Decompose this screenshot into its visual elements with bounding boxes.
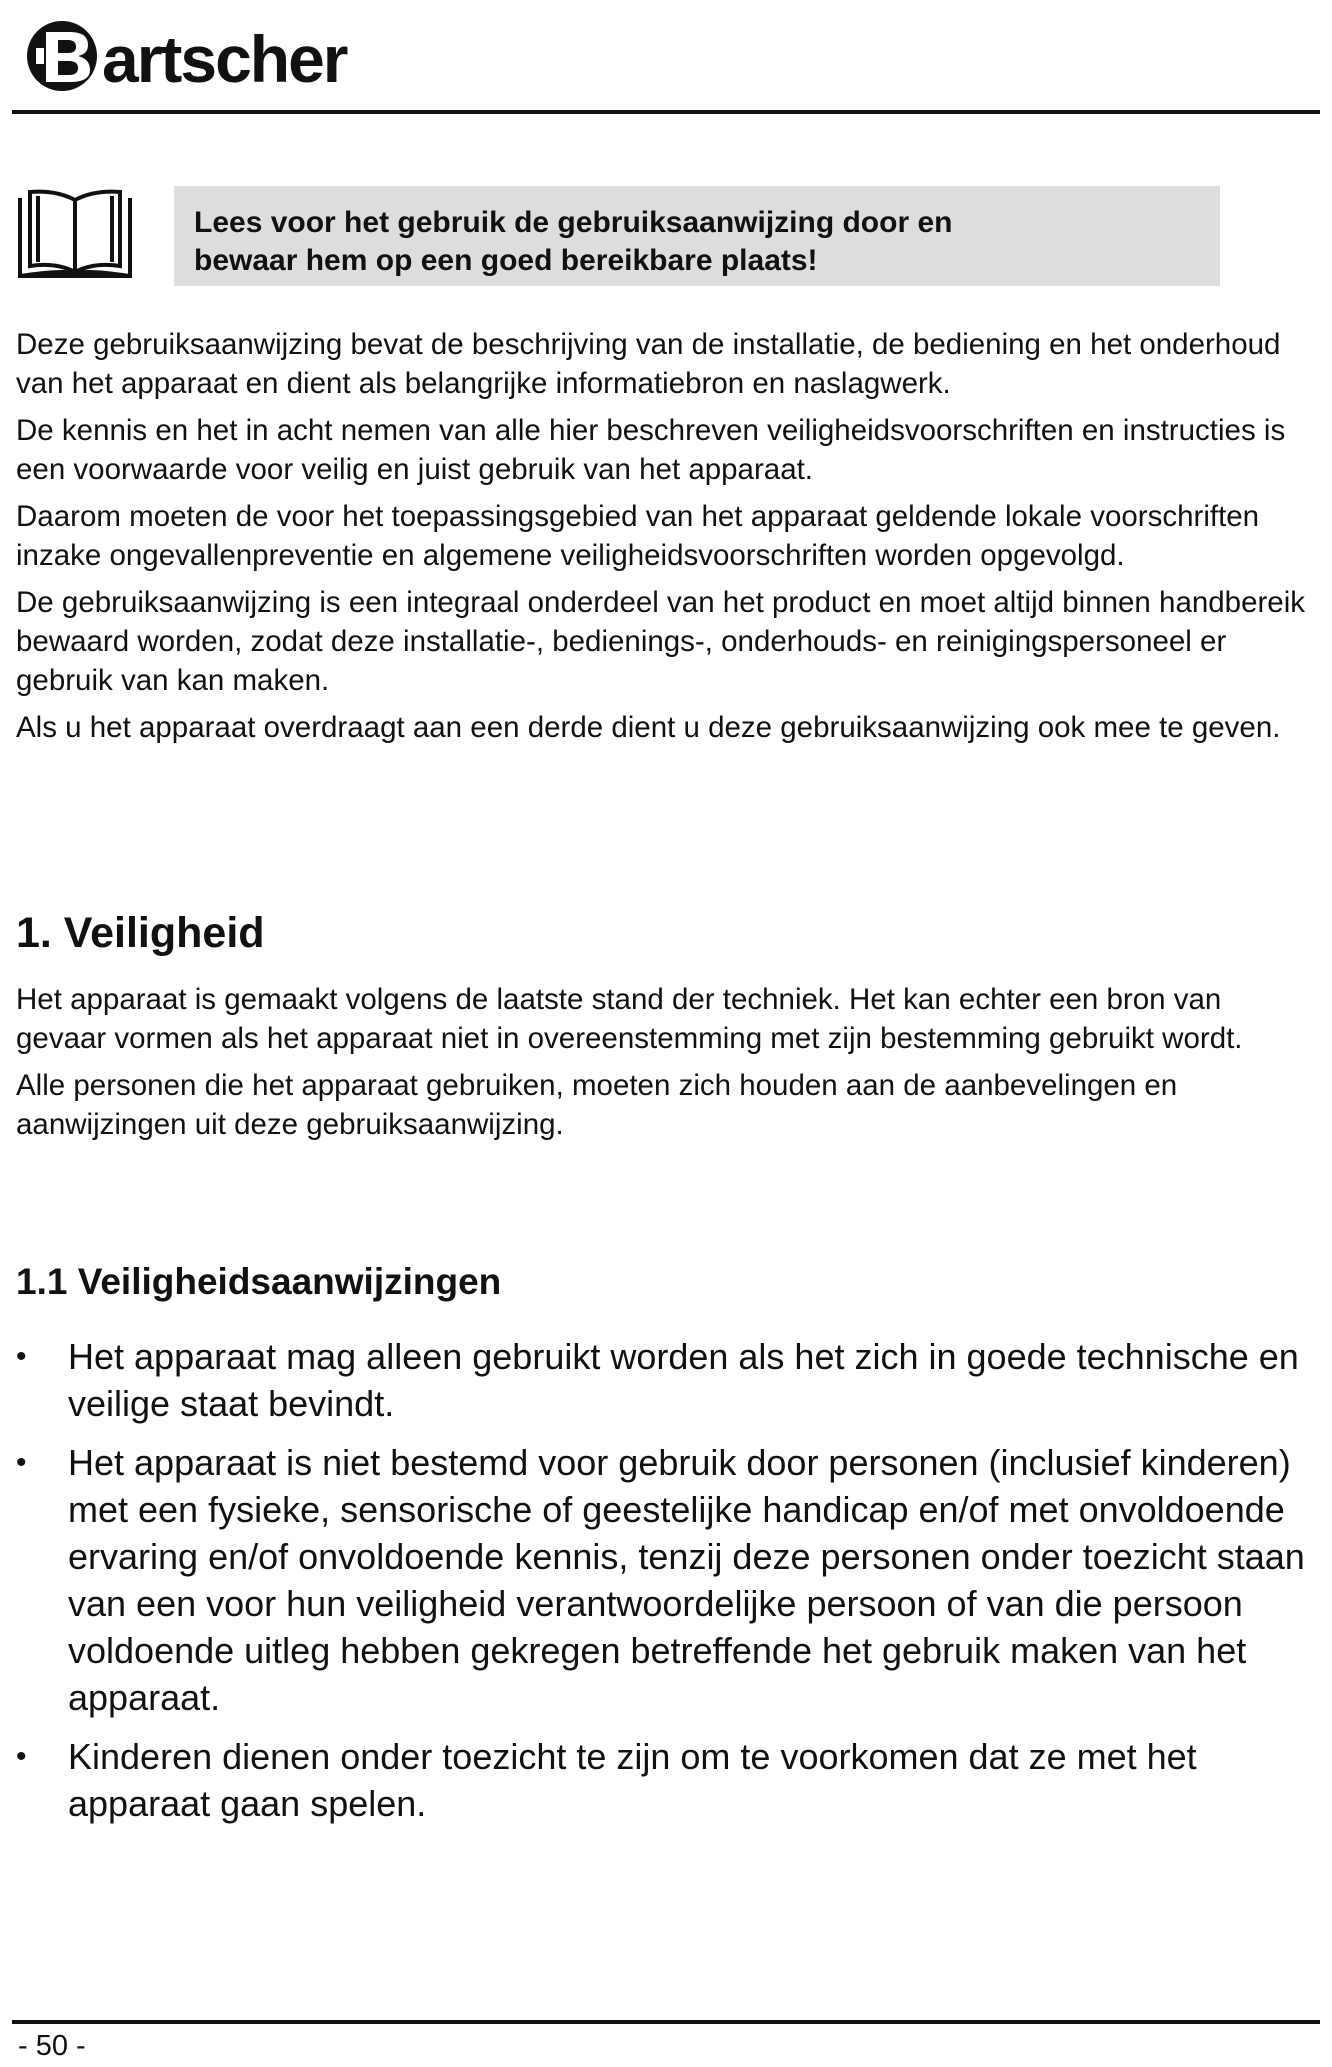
list-item <box>16 1733 1316 1827</box>
safety-instructions-list <box>16 1333 1316 1839</box>
list-item-text: Het apparaat mag alleen gebruikt worden als het zich in goede technische en veilige staat bevindt. <box>68 1336 1299 1424</box>
notice-line-2: bewaar hem op een goed bereikbare plaats! <box>194 244 818 277</box>
intro-paragraph: De gebruiksaanwijzing is een integraal onderdeel van het product en moet altijd binnen handbereik bewaard worden, zodat deze installatie-, bedienings-, onderhouds- en reinigingspersoneel er gebruik van kan maken. <box>16 586 1306 697</box>
bullet-icon: • <box>16 1446 27 1479</box>
list-item-text: Kinderen dienen onder toezicht te zijn om te voorkomen dat ze met het apparaat gaan spelen. <box>68 1736 1197 1824</box>
intro-section <box>16 325 1316 755</box>
notice-box <box>174 186 1220 286</box>
bullet-icon: • <box>16 1740 27 1773</box>
section-heading-veiligheidsaanwijzingen: 1.1 Veiligheidsaanwijzingen <box>16 1261 502 1302</box>
list-item <box>16 1439 1316 1721</box>
intro-paragraph: Daarom moeten de voor het toepassingsgebied van het apparaat geldende lokale voorschriften inzake ongevallenpreventie en algemene veiligheidsvoorschriften worden opgevolgd. <box>16 500 1260 572</box>
safety-section <box>16 980 1316 1152</box>
intro-paragraph: Als u het apparaat overdraagt aan een derde dient u deze gebruiksaanwijzing ook mee te geven. <box>16 711 1281 744</box>
book-icon <box>16 188 134 284</box>
intro-paragraph: Deze gebruiksaanwijzing bevat de beschrijving van de installatie, de bediening en het onderhoud van het apparaat en dient als belangrijke informatiebron en naslagwerk. <box>16 328 1281 400</box>
bartscher-logo <box>22 8 347 104</box>
footer-rule <box>12 2020 1320 2024</box>
list-item-text: Het apparaat is niet bestemd voor gebruik door personen (inclusief kinderen) met een fysieke, sensorische of geestelijke handicap en/of met onvoldoende ervaring en/of onvoldoende kennis, tenzij deze personen onder toezicht staan van een voor hun veiligheid verantwoordelijke persoon of van die persoon voldoende uitleg hebben gekregen betreffende het gebruik maken van het apparaat. <box>68 1442 1305 1718</box>
list-item <box>16 1333 1316 1427</box>
section-heading-veiligheid: 1. Veiligheid <box>16 909 265 957</box>
intro-paragraph: De kennis en het in acht nemen van alle hier beschreven veiligheidsvoorschriften en instructies is een voorwaarde voor veilig en juist gebruik van het apparaat. <box>16 414 1286 486</box>
header-rule <box>12 110 1320 114</box>
page-number: - 50 - <box>18 2030 86 2062</box>
svg-text:artscher: artscher <box>102 22 347 96</box>
notice-line-1: Lees voor het gebruik de gebruiksaanwijzing door en <box>194 206 953 239</box>
safety-paragraph: Het apparaat is gemaakt volgens de laatste stand der techniek. Het kan echter een bron van gevaar vormen als het apparaat niet in overeenstemming met zijn bestemming gebruikt wordt. <box>16 983 1243 1055</box>
safety-paragraph: Alle personen die het apparaat gebruiken, moeten zich houden aan de aanbevelingen en aanwijzingen uit deze gebruiksaanwijzing. <box>16 1069 1178 1141</box>
bullet-icon: • <box>16 1340 27 1373</box>
